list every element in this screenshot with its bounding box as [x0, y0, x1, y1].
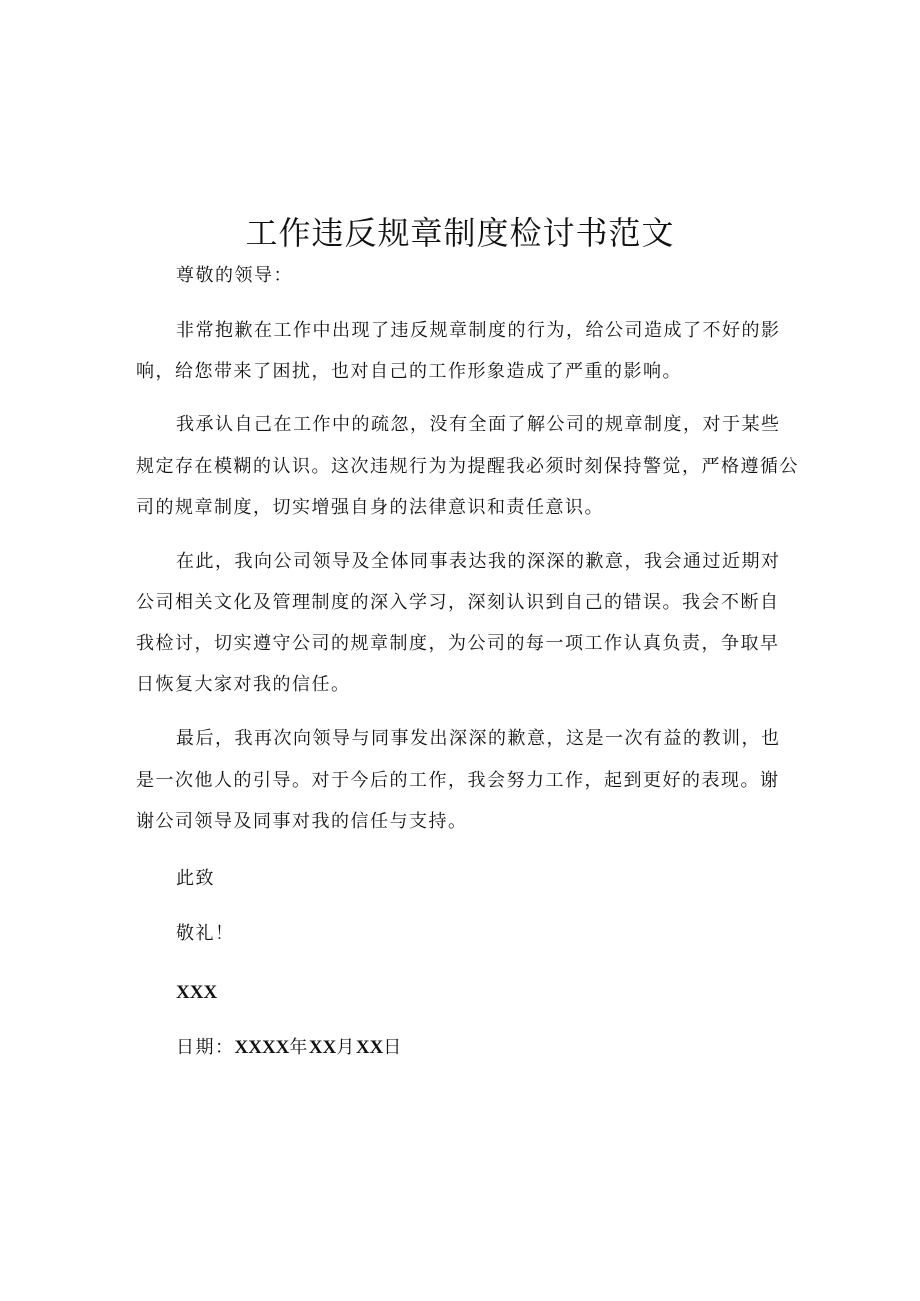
date-month-unit: 月	[336, 1037, 356, 1058]
date-label: 日期：	[176, 1037, 235, 1058]
paragraph-1-line-2: 响，给您带来了困扰，也对自己的工作形象造成了严重的影响。	[136, 361, 682, 382]
date-day: XX	[355, 1037, 384, 1058]
signature: XXX	[176, 982, 218, 1003]
paragraph-3-line-4: 日恢复大家对我的信任。	[136, 674, 351, 695]
closing-ci-zhi: 此致	[176, 868, 215, 889]
paragraph-2-line-1: 我承认自己在工作中的疏忽，没有全面了解公司的规章制度，对于某些	[176, 414, 781, 435]
date-day-unit: 日	[383, 1037, 403, 1058]
date-month: XX	[308, 1037, 337, 1058]
document-title: 工作违反规章制度检讨书范文	[245, 214, 675, 252]
salutation: 尊敬的领导：	[176, 265, 293, 286]
paragraph-3-line-1: 在此，我向公司领导及全体同事表达我的深深的歉意，我会通过近期对	[176, 551, 781, 572]
paragraph-2-line-3: 司的规章制度，切实增强自身的法律意识和责任意识。	[136, 497, 604, 518]
date-year: XXXX	[234, 1037, 290, 1058]
paragraph-4-line-2: 是一次他人的引导。对于今后的工作，我会努力工作，起到更好的表现。谢	[136, 770, 780, 791]
paragraph-3-line-2: 公司相关文化及管理制度的深入学习，深刻认识到自己的错误。我会不断自	[136, 592, 780, 613]
date-year-unit: 年	[289, 1037, 309, 1058]
closing-jing-li: 敬礼！	[176, 923, 235, 944]
paragraph-1-line-1: 非常抱歉在工作中出现了违反规章制度的行为，给公司造成了不好的影	[176, 320, 781, 341]
paragraph-4-line-3: 谢公司领导及同事对我的信任与支持。	[136, 811, 468, 832]
paragraph-3-line-3: 我检讨，切实遵守公司的规章制度，为公司的每一项工作认真负责，争取早	[136, 633, 780, 654]
date-line	[176, 1034, 836, 1062]
paragraph-2-line-2: 规定存在模糊的认识。这次违规行为为提醒我必须时刻保持警觉，严格遵循公	[136, 456, 799, 477]
paragraph-4-line-1: 最后，我再次向领导与同事发出深深的歉意，这是一次有益的教训，也	[176, 728, 781, 749]
